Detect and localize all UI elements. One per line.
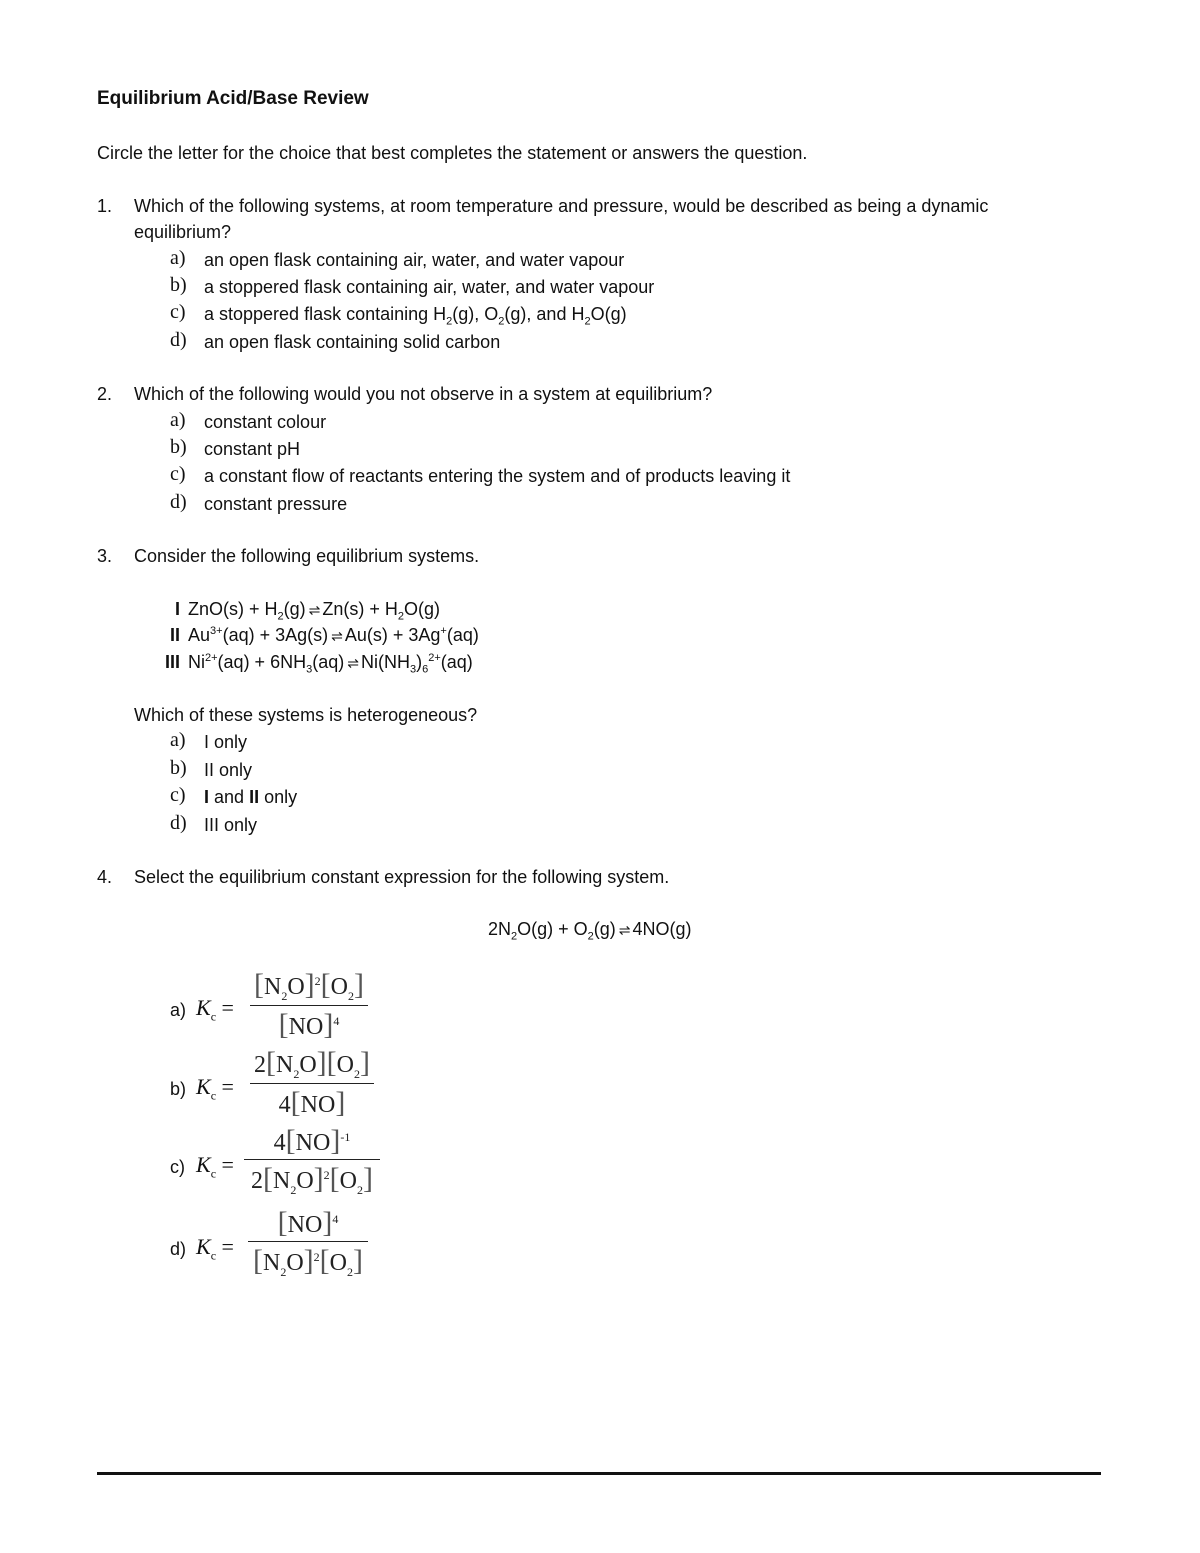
equilibrium-arrow-icon: ⇌: [347, 655, 358, 671]
q2-option-c-letter[interactable]: c): [170, 463, 186, 485]
q3-option-d-letter[interactable]: d): [170, 812, 187, 834]
q2-text: Which of the following would you not observe in a system at equilibrium?: [134, 384, 713, 404]
q3-system-2: II $Au^{3+}(aq) + 3Ag(s)$ ⇌ Au(s) + 3Ag+(aq): [169, 625, 479, 645]
q1-option-a-text: an open flask containing air, water, and water vapour: [204, 250, 625, 270]
q2-option-a-letter[interactable]: a): [170, 409, 186, 431]
page-title: Equilibrium Acid/Base Review: [97, 88, 369, 109]
q4-option-a-letter[interactable]: a): [170, 1000, 187, 1020]
instructions: Circle the letter for the choice that best completes the statement or answers the question.: [97, 143, 808, 163]
q1-option-b-text: a stoppered flask containing air, water, and water vapour: [204, 277, 655, 297]
q4-option-a-fraction: $[N_2O]^2[O_2]$ [NO]$^4$: [250, 968, 368, 1042]
q1-text-line2: equilibrium?: [134, 222, 232, 242]
q1-text-line1: Which of the following systems, at room temperature and pressure, would be described as being a dynamic: [134, 196, 989, 216]
q3-system-3: III $Ni^{2+}(aq) + 6NH_3(aq)$ ⇌ $Ni(NH_3)_6^{2+}(aq)$: [164, 652, 473, 676]
q2-option-d-letter[interactable]: d): [170, 491, 187, 513]
q4-option-a-kc: $K_c$ =: [196, 995, 234, 1024]
q1-option-d-letter[interactable]: d): [170, 329, 187, 351]
q1-option-a-letter[interactable]: a): [170, 247, 186, 269]
q4-option-c-letter[interactable]: c): [170, 1157, 185, 1177]
q3-option-c-text: I and II only: [204, 787, 298, 807]
equilibrium-arrow-icon: ⇌: [308, 602, 320, 618]
q3-question: Which of these systems is heterogeneous?: [134, 705, 478, 725]
q4-equation: $2N_2O(g) + O_2(g)$ ⇌ 4NO(g): [488, 919, 692, 943]
q4-text: Select the equilibrium constant expression for the following system.: [134, 867, 670, 887]
q1-option-c-letter[interactable]: c): [170, 301, 186, 323]
footer-rule: [97, 1472, 1101, 1475]
q4-option-c-kc: $K_c$ =: [196, 1152, 234, 1181]
q4-option-b-letter[interactable]: b): [170, 1079, 187, 1099]
q3-text: Consider the following equilibrium systems.: [134, 546, 480, 566]
q3-option-a-letter[interactable]: a): [170, 729, 186, 751]
q4-option-b-kc: $K_c$ =: [196, 1074, 234, 1103]
q4-option-d-kc: $K_c$ =: [196, 1234, 234, 1263]
q1-option-c-text: a stoppered flask containing $H_2(g)$, $O_2(g)$, and $H_2O(g)$: [204, 304, 627, 328]
q2-option-b-text: constant pH: [204, 439, 301, 459]
q1-number: 1.: [97, 196, 113, 216]
q3-number: 3.: [97, 546, 113, 566]
q4-option-b-fraction: $2[N_2O][O_2]$ 4[NO]: [250, 1046, 374, 1120]
q1-option-b-letter[interactable]: b): [170, 274, 187, 296]
q3-system-1: I $ZnO(s) + H_2(g)$ ⇌ $Zn(s) + H_2O(g)$: [174, 599, 441, 623]
q1-option-d-text: an open flask containing solid carbon: [204, 332, 501, 352]
q2-option-d-text: constant pressure: [204, 494, 348, 514]
q4-option-d-fraction: [NO]$^4$ $[N_2O]^2[O_2]$: [248, 1206, 368, 1280]
q2-option-c-text: a constant flow of reactants entering the system and of products leaving it: [204, 466, 791, 486]
q3-option-b-text: II only: [204, 760, 253, 780]
q2-option-b-letter[interactable]: b): [170, 436, 187, 458]
q2-number: 2.: [97, 384, 113, 404]
q4-option-c-fraction: 4[NO]$^{-1}$ $2[N_2O]^2[O_2]$: [244, 1124, 380, 1198]
q2-option-a-text: constant colour: [204, 412, 327, 432]
equilibrium-arrow-icon: ⇌: [618, 922, 630, 938]
q4-option-d-letter[interactable]: d): [170, 1239, 187, 1259]
q4-number: 4.: [97, 867, 113, 887]
q3-option-d-text: III only: [204, 815, 258, 835]
q3-option-a-text: I only: [204, 732, 248, 752]
q3-option-b-letter[interactable]: b): [170, 757, 187, 779]
equilibrium-arrow-icon: ⇌: [331, 628, 342, 644]
q3-option-c-letter[interactable]: c): [170, 784, 186, 806]
